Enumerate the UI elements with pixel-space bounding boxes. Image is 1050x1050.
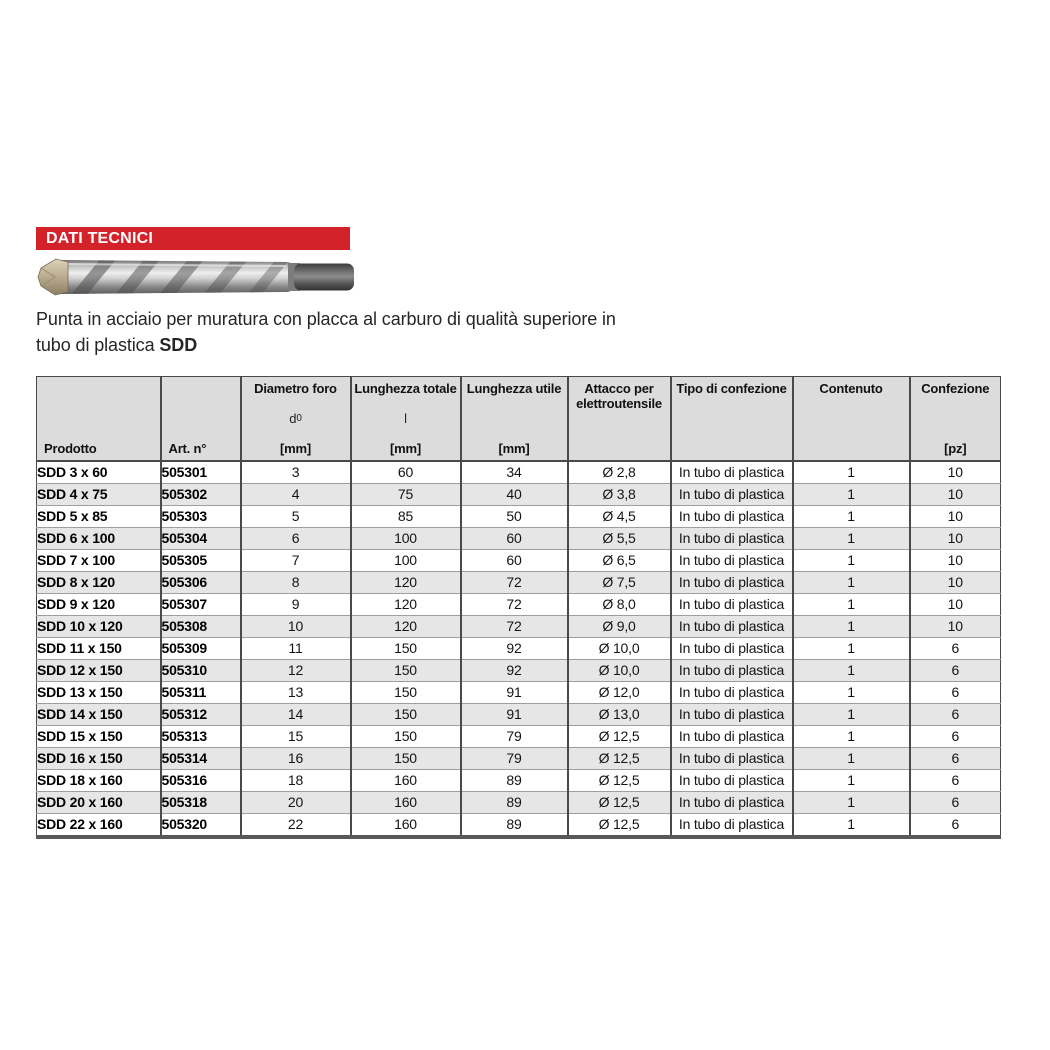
cell-lunghezza-utile: 89: [461, 814, 568, 838]
cell-diametro-foro: 22: [241, 814, 351, 838]
cell-contenuto: 1: [793, 704, 910, 726]
cell-prodotto: SDD 4 x 75: [37, 484, 161, 506]
cell-art-no: 505313: [161, 726, 241, 748]
cell-diametro-foro: 14: [241, 704, 351, 726]
table-row: [37, 461, 1001, 484]
cell-art-no: 505311: [161, 682, 241, 704]
col-header-contenuto: Contenuto: [793, 377, 910, 462]
cell-confezione: 10: [910, 484, 1001, 506]
cell-confezione: 6: [910, 748, 1001, 770]
cell-confezione: 10: [910, 616, 1001, 638]
cell-lunghezza-utile: 92: [461, 638, 568, 660]
cell-tipo-confezione: In tubo di plastica: [671, 792, 793, 814]
cell-lunghezza-totale: 100: [351, 528, 461, 550]
table-row: [37, 814, 1001, 838]
cell-lunghezza-totale: 120: [351, 616, 461, 638]
cell-lunghezza-utile: 79: [461, 726, 568, 748]
cell-diametro-foro: 7: [241, 550, 351, 572]
cell-lunghezza-totale: 150: [351, 660, 461, 682]
cell-lunghezza-totale: 60: [351, 461, 461, 484]
cell-prodotto: SDD 5 x 85: [37, 506, 161, 528]
cell-art-no: 505308: [161, 616, 241, 638]
cell-lunghezza-utile: 89: [461, 792, 568, 814]
cell-prodotto: SDD 7 x 100: [37, 550, 161, 572]
table-row: [37, 616, 1001, 638]
cell-confezione: 6: [910, 682, 1001, 704]
cell-confezione: 6: [910, 704, 1001, 726]
cell-lunghezza-utile: 60: [461, 550, 568, 572]
cell-lunghezza-utile: 50: [461, 506, 568, 528]
cell-contenuto: 1: [793, 792, 910, 814]
cell-attacco: Ø 12,5: [568, 792, 671, 814]
cell-prodotto: SDD 9 x 120: [37, 594, 161, 616]
table-row: [37, 660, 1001, 682]
cell-prodotto: SDD 15 x 150: [37, 726, 161, 748]
cell-art-no: 505320: [161, 814, 241, 838]
cell-confezione: 10: [910, 506, 1001, 528]
cell-attacco: Ø 4,5: [568, 506, 671, 528]
cell-art-no: 505307: [161, 594, 241, 616]
product-photo: [36, 254, 358, 300]
table-row: [37, 528, 1001, 550]
cell-prodotto: SDD 18 x 160: [37, 770, 161, 792]
cell-tipo-confezione: In tubo di plastica: [671, 704, 793, 726]
cell-tipo-confezione: In tubo di plastica: [671, 616, 793, 638]
cell-tipo-confezione: In tubo di plastica: [671, 748, 793, 770]
cell-prodotto: SDD 12 x 150: [37, 660, 161, 682]
cell-confezione: 10: [910, 572, 1001, 594]
cell-confezione: 10: [910, 594, 1001, 616]
cell-diametro-foro: 18: [241, 770, 351, 792]
cell-contenuto: 1: [793, 572, 910, 594]
cell-lunghezza-totale: 75: [351, 484, 461, 506]
cell-tipo-confezione: In tubo di plastica: [671, 638, 793, 660]
cell-attacco: Ø 10,0: [568, 660, 671, 682]
cell-art-no: 505310: [161, 660, 241, 682]
cell-attacco: Ø 8,0: [568, 594, 671, 616]
cell-diametro-foro: 3: [241, 461, 351, 484]
cell-diametro-foro: 13: [241, 682, 351, 704]
cell-confezione: 10: [910, 528, 1001, 550]
section-title: DATI TECNICI: [46, 230, 153, 247]
cell-lunghezza-totale: 85: [351, 506, 461, 528]
cell-diametro-foro: 12: [241, 660, 351, 682]
cell-art-no: 505309: [161, 638, 241, 660]
cell-lunghezza-totale: 150: [351, 682, 461, 704]
cell-attacco: Ø 9,0: [568, 616, 671, 638]
table-row: [37, 506, 1001, 528]
col-header-lunghezza-utile: Lunghezza utile [mm]: [461, 377, 568, 462]
cell-lunghezza-totale: 160: [351, 792, 461, 814]
cell-tipo-confezione: In tubo di plastica: [671, 770, 793, 792]
cell-prodotto: SDD 22 x 160: [37, 814, 161, 838]
table-header: [37, 377, 1001, 462]
cell-contenuto: 1: [793, 528, 910, 550]
cell-attacco: Ø 10,0: [568, 638, 671, 660]
cell-attacco: Ø 12,5: [568, 814, 671, 838]
cell-lunghezza-utile: 34: [461, 461, 568, 484]
cell-prodotto: SDD 6 x 100: [37, 528, 161, 550]
cell-confezione: 6: [910, 770, 1001, 792]
cell-diametro-foro: 8: [241, 572, 351, 594]
cell-art-no: 505316: [161, 770, 241, 792]
cell-lunghezza-utile: 72: [461, 572, 568, 594]
cell-art-no: 505306: [161, 572, 241, 594]
table-row: [37, 550, 1001, 572]
cell-lunghezza-totale: 160: [351, 770, 461, 792]
cell-contenuto: 1: [793, 461, 910, 484]
table-row: [37, 748, 1001, 770]
cell-prodotto: SDD 16 x 150: [37, 748, 161, 770]
cell-diametro-foro: 20: [241, 792, 351, 814]
cell-tipo-confezione: In tubo di plastica: [671, 506, 793, 528]
table-row: [37, 792, 1001, 814]
cell-tipo-confezione: In tubo di plastica: [671, 484, 793, 506]
cell-prodotto: SDD 8 x 120: [37, 572, 161, 594]
cell-diametro-foro: 15: [241, 726, 351, 748]
description-product-code: SDD: [159, 335, 198, 355]
cell-confezione: 6: [910, 726, 1001, 748]
cell-diametro-foro: 9: [241, 594, 351, 616]
table-row: [37, 572, 1001, 594]
cell-lunghezza-totale: 150: [351, 726, 461, 748]
cell-contenuto: 1: [793, 770, 910, 792]
cell-art-no: 505301: [161, 461, 241, 484]
cell-tipo-confezione: In tubo di plastica: [671, 572, 793, 594]
col-header-diametro-foro: Diametro foro d 0 [mm]: [241, 377, 351, 462]
cell-art-no: 505318: [161, 792, 241, 814]
cell-attacco: Ø 12,5: [568, 726, 671, 748]
col-header-attacco: Attacco per elettroutensile: [568, 377, 671, 462]
cell-attacco: Ø 12,5: [568, 770, 671, 792]
cell-contenuto: 1: [793, 726, 910, 748]
cell-diametro-foro: 16: [241, 748, 351, 770]
cell-contenuto: 1: [793, 550, 910, 572]
cell-contenuto: 1: [793, 594, 910, 616]
cell-lunghezza-totale: 100: [351, 550, 461, 572]
product-description: [36, 306, 621, 358]
cell-tipo-confezione: In tubo di plastica: [671, 682, 793, 704]
cell-contenuto: 1: [793, 682, 910, 704]
table-body: [37, 461, 1001, 837]
cell-prodotto: SDD 14 x 150: [37, 704, 161, 726]
cell-art-no: 505314: [161, 748, 241, 770]
cell-contenuto: 1: [793, 484, 910, 506]
cell-art-no: 505312: [161, 704, 241, 726]
cell-diametro-foro: 5: [241, 506, 351, 528]
drill-bit-image: [36, 254, 358, 300]
cell-lunghezza-totale: 120: [351, 572, 461, 594]
cell-prodotto: SDD 3 x 60: [37, 464, 108, 480]
cell-lunghezza-utile: 60: [461, 528, 568, 550]
cell-prodotto: SDD 11 x 150: [37, 638, 161, 660]
cell-diametro-foro: 10: [241, 616, 351, 638]
table-row: [37, 638, 1001, 660]
table-row: [37, 484, 1001, 506]
cell-art-no: 505302: [161, 484, 241, 506]
table-row: [37, 594, 1001, 616]
cell-attacco: Ø 6,5: [568, 550, 671, 572]
cell-confezione: 6: [910, 792, 1001, 814]
cell-attacco: Ø 7,5: [568, 572, 671, 594]
cell-attacco: Ø 12,0: [568, 682, 671, 704]
cell-lunghezza-utile: 91: [461, 682, 568, 704]
cell-lunghezza-totale: 150: [351, 704, 461, 726]
cell-lunghezza-utile: 40: [461, 484, 568, 506]
cell-tipo-confezione: In tubo di plastica: [671, 528, 793, 550]
table-row: [37, 770, 1001, 792]
cell-art-no: 505305: [161, 550, 241, 572]
cell-contenuto: 1: [793, 748, 910, 770]
cell-diametro-foro: 4: [241, 484, 351, 506]
cell-prodotto: SDD 20 x 160: [37, 792, 161, 814]
cell-tipo-confezione: In tubo di plastica: [671, 814, 793, 838]
col-header-tipo-confezione: Tipo di confezione: [671, 377, 793, 462]
cell-attacco: Ø 13,0: [568, 704, 671, 726]
cell-contenuto: 1: [793, 616, 910, 638]
cell-tipo-confezione: In tubo di plastica: [671, 594, 793, 616]
cell-lunghezza-totale: 150: [351, 638, 461, 660]
cell-attacco: Ø 2,8: [568, 461, 671, 484]
cell-lunghezza-utile: 72: [461, 594, 568, 616]
cell-lunghezza-utile: 92: [461, 660, 568, 682]
cell-lunghezza-utile: 89: [461, 770, 568, 792]
cell-confezione: 6: [910, 638, 1001, 660]
cell-attacco: Ø 5,5: [568, 528, 671, 550]
cell-tipo-confezione: In tubo di plastica: [671, 726, 793, 748]
cell-confezione: 10: [910, 550, 1001, 572]
cell-contenuto: 1: [793, 638, 910, 660]
cell-tipo-confezione: In tubo di plastica: [671, 550, 793, 572]
cell-prodotto: SDD 10 x 120: [37, 616, 161, 638]
cell-lunghezza-utile: 72: [461, 616, 568, 638]
cell-confezione: 10: [910, 461, 1001, 484]
description-text: Punta in acciaio per muratura con placca al carburo di qualità superiore in tubo di plastica: [36, 309, 616, 355]
section-title-banner: [36, 227, 350, 250]
cell-contenuto: 1: [793, 660, 910, 682]
spec-table: [36, 376, 1001, 839]
col-header-lunghezza-totale: Lunghezza totale l [mm]: [351, 377, 461, 462]
cell-tipo-confezione: In tubo di plastica: [671, 461, 793, 484]
col-header-prodotto: Prodotto: [37, 377, 161, 462]
col-header-confezione: Confezione [pz]: [910, 377, 1001, 462]
cell-lunghezza-totale: 150: [351, 748, 461, 770]
cell-lunghezza-totale: 120: [351, 594, 461, 616]
table-row: [37, 682, 1001, 704]
cell-diametro-foro: 11: [241, 638, 351, 660]
cell-contenuto: 1: [793, 506, 910, 528]
cell-tipo-confezione: In tubo di plastica: [671, 660, 793, 682]
cell-attacco: Ø 3,8: [568, 484, 671, 506]
col-header-art-no: Art. n°: [161, 377, 241, 462]
cell-attacco: Ø 12,5: [568, 748, 671, 770]
table-row: [37, 704, 1001, 726]
cell-lunghezza-totale: 160: [351, 814, 461, 838]
cell-confezione: 6: [910, 814, 1001, 838]
cell-art-no: 505303: [161, 506, 241, 528]
cell-lunghezza-utile: 79: [461, 748, 568, 770]
table-row: [37, 726, 1001, 748]
cell-prodotto: SDD 13 x 150: [37, 682, 161, 704]
cell-confezione: 6: [910, 660, 1001, 682]
cell-lunghezza-utile: 91: [461, 704, 568, 726]
cell-contenuto: 1: [793, 814, 910, 838]
cell-art-no: 505304: [161, 528, 241, 550]
datasheet: [36, 227, 1000, 839]
cell-diametro-foro: 6: [241, 528, 351, 550]
